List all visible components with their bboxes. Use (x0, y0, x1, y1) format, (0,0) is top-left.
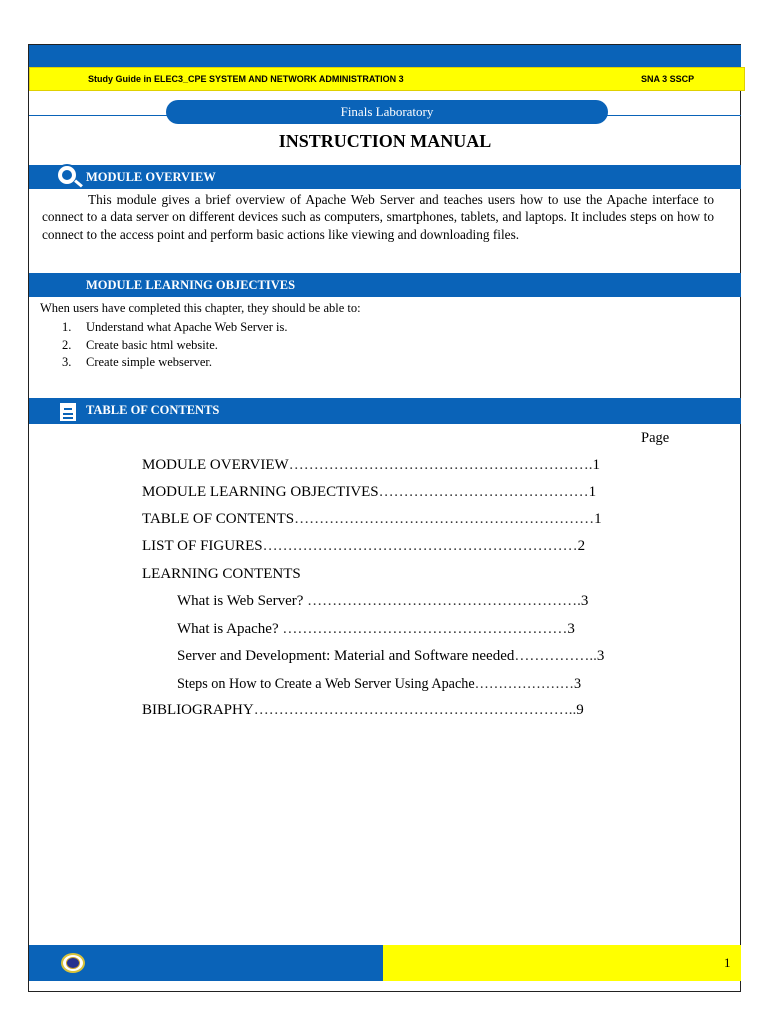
course-code: SNA 3 SSCP (641, 74, 695, 84)
toc-entry[interactable] (142, 484, 596, 501)
toc-entry[interactable] (142, 702, 584, 719)
toc-entry[interactable] (142, 511, 602, 528)
toc-entry[interactable] (177, 676, 581, 693)
list-text: Create simple webserver. (86, 355, 212, 369)
toc-leader-dots: …………………………………………………… (294, 511, 595, 527)
toc-entry-title: What is Apache? (177, 621, 279, 637)
toc-entry-title: BIBLIOGRAPHY (142, 702, 254, 718)
list-number: 3. (62, 355, 72, 369)
toc-leader-dots: ……………………………………………………. (288, 457, 593, 473)
learning-objectives-header (29, 273, 741, 297)
toc-entry-title: TABLE OF CONTENTS (142, 511, 295, 527)
list-number: 1. (62, 320, 72, 334)
toc-leader-dots: …………….. (514, 648, 597, 664)
toc-entry[interactable] (142, 566, 301, 583)
learning-objectives-heading: MODULE LEARNING OBJECTIVES (86, 278, 296, 292)
magnifier-handle (74, 179, 83, 187)
toc-leader-dots: …………………………………… (378, 484, 589, 500)
toc-leader-dots: ………………………………………………… (278, 621, 568, 637)
toc-entry-page: 3 (567, 621, 575, 637)
toc-entry-title: LEARNING CONTENTS (142, 566, 301, 582)
study-guide-header (29, 67, 745, 91)
toc-entry-page: 2 (577, 538, 586, 554)
toc-leader-dots: ……………………………………………………….. (253, 702, 577, 718)
toc-leader-dots: ………………… (474, 676, 574, 692)
toc-entry-page: 3 (596, 648, 605, 664)
toc-entry-page: 1 (588, 484, 597, 500)
toc-entry-title: Server and Development: Material and Software needed (177, 648, 515, 664)
toc-entry-title: Steps on How to Create a Web Server Using Apache (177, 676, 475, 692)
toc-entry[interactable] (177, 648, 604, 665)
toc-page-label: Page (641, 430, 670, 446)
toc-entry-title: LIST OF FIGURES (142, 538, 263, 554)
document-icon (58, 401, 78, 423)
toc-entry-page: 3 (580, 593, 589, 609)
list-text: Create basic html website. (86, 337, 218, 352)
school-seal-icon (61, 953, 85, 973)
toc-entry-page: 1 (594, 511, 602, 527)
toc-entry-title: MODULE OVERVIEW (142, 457, 289, 473)
toc-entry-page: 3 (573, 676, 582, 692)
toc-entry-page: 9 (576, 702, 584, 718)
page-title: INSTRUCTION MANUAL (278, 131, 492, 151)
finals-laboratory-banner: Finals Laboratory (166, 100, 608, 124)
module-overview-header (29, 165, 741, 189)
toc-entry[interactable] (142, 538, 585, 555)
list-number: 2. (62, 337, 72, 352)
module-overview-text: This module gives a brief overview of Apache Web Server and teaches users how to use the Apache interface to connect to a data server on different devices such as computers, smartphones, tablets, and laptops. It includes steps on how to connect to the access point and perform basic actions like viewing and downloading files. (42, 192, 714, 242)
toc-entry[interactable] (177, 621, 575, 638)
table-of-contents-header (29, 398, 741, 424)
toc-entry[interactable] (177, 593, 588, 610)
toc-entry-title: What is Web Server? (177, 593, 304, 609)
list-text: Understand what Apache Web Server is. (86, 320, 288, 334)
footer-yellow-band (383, 945, 741, 981)
objectives-intro: When users have completed this chapter, they should be able to: (40, 301, 361, 315)
toc-entry-page: 1 (592, 457, 600, 473)
study-guide-title: Study Guide in ELEC3_CPE SYSTEM AND NETWORK ADMINISTRATION 3 (88, 74, 404, 84)
page-number: 1 (724, 955, 731, 970)
module-overview-heading: MODULE OVERVIEW (86, 170, 216, 184)
table-of-contents-heading: TABLE OF CONTENTS (86, 403, 220, 417)
toc-entry-title: MODULE LEARNING OBJECTIVES (142, 484, 379, 500)
toc-leader-dots: ……………………………………………………… (262, 538, 578, 554)
header-blue-band (29, 45, 741, 67)
toc-entry[interactable] (142, 457, 600, 474)
toc-leader-dots: ………………………………………………. (303, 593, 581, 609)
